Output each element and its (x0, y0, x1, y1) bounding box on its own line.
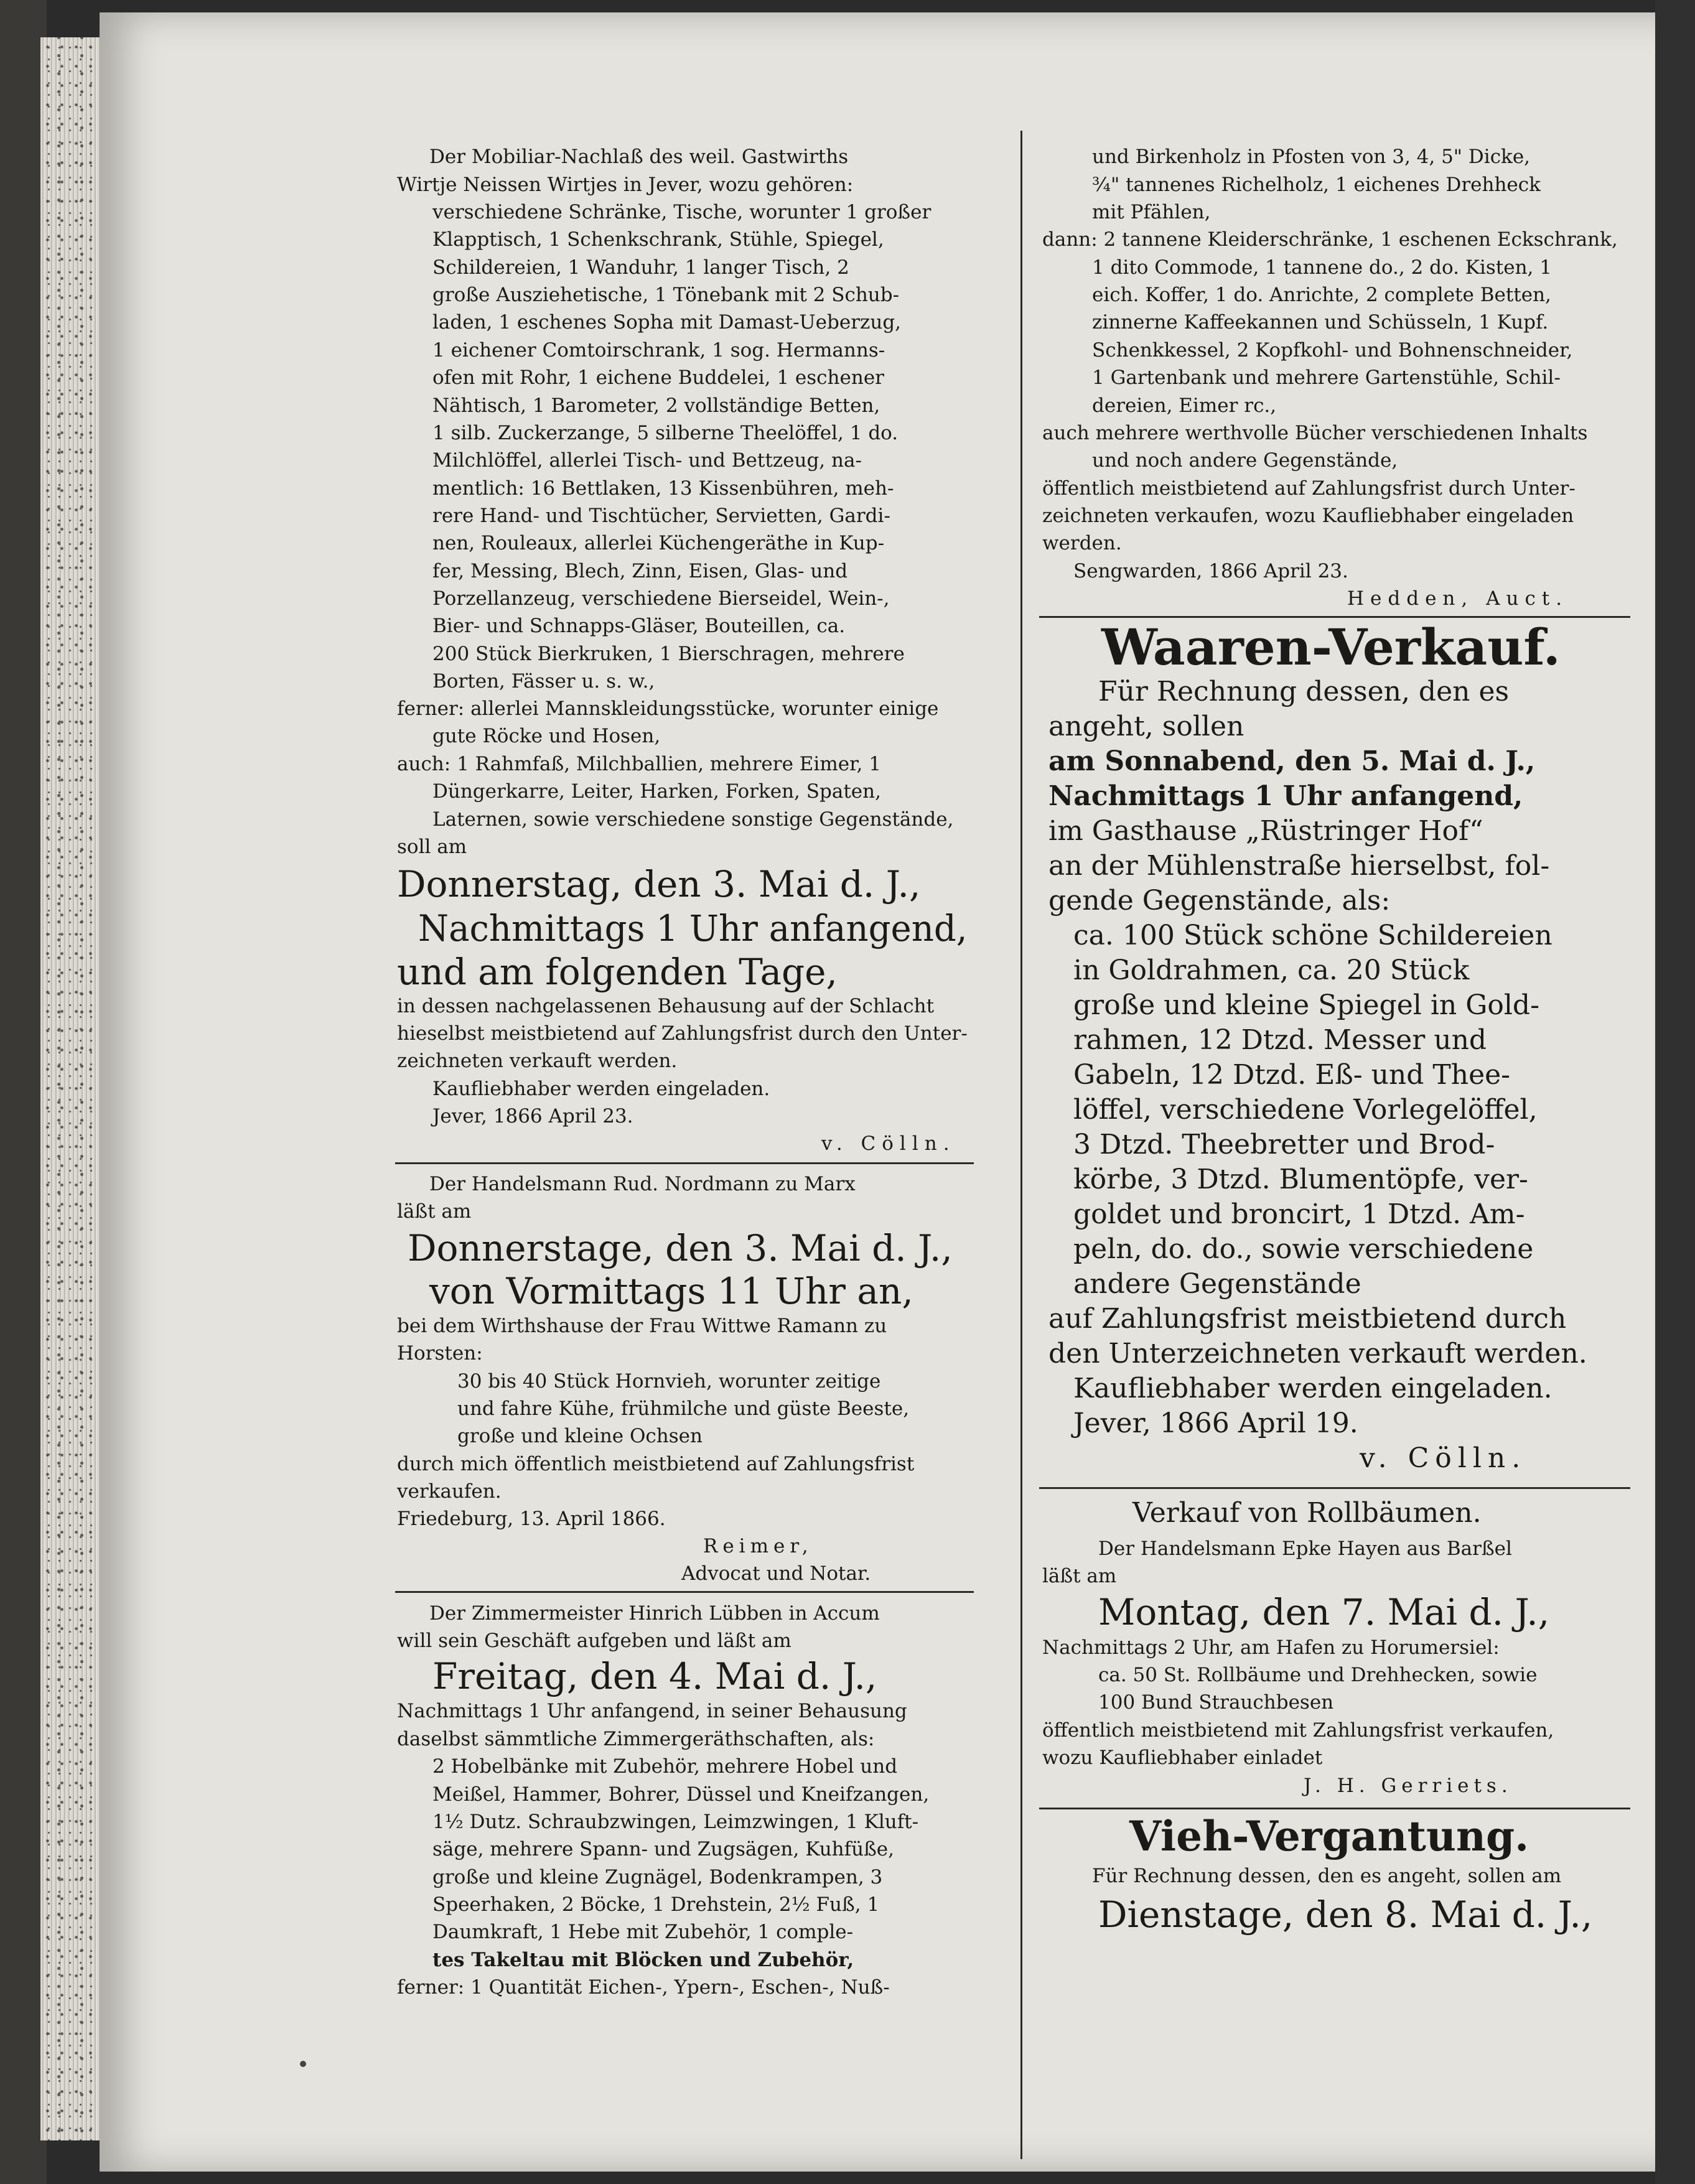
ad-line: verkaufen. (397, 1480, 502, 1503)
ad-title: Waaren-Verkauf. (1101, 618, 1561, 676)
ad-date-line: Donnerstage, den 3. Mai d. J., (408, 1227, 953, 1269)
ad-line: mit Pfählen, (1092, 201, 1211, 223)
ad-line: gende Gegenstände, als: (1048, 885, 1391, 917)
ad-line: läßt am (397, 1200, 472, 1223)
ad-line: 1 silb. Zuckerzange, 5 silberne Theelöffel, 1 do. (432, 422, 899, 444)
ad-line: große und kleine Zugnägel, Bodenkrampen, 3 (432, 1866, 883, 1888)
ad-line: 1 eichener Comtoirschrank, 1 sog. Hermanns- (432, 339, 885, 362)
ad-line: Gabeln, 12 Dtzd. Eß- und Thee- (1073, 1059, 1511, 1091)
ad-line: Nachmittags 1 Uhr anfangend, in seiner Behausung (397, 1700, 907, 1722)
ad-line: hieselbst meistbietend auf Zahlungsfrist durch den Unter- (397, 1022, 968, 1045)
ad-line: Nachmittags 1 Uhr anfangend, (1048, 780, 1523, 812)
ad-line: Speerhaken, 2 Böcke, 1 Drehstein, 2½ Fuß, 1 (432, 1893, 880, 1916)
ad-date-line: Freitag, den 4. Mai d. J., (432, 1655, 877, 1697)
ad-line: nen, Rouleaux, allerlei Küchengeräthe in Kup- (432, 532, 885, 554)
ad-line: 2 Hobelbänke mit Zubehör, mehrere Hobel und (432, 1755, 898, 1778)
ad-line: Daumkraft, 1 Hebe mit Zubehör, 1 comple- (432, 1921, 854, 1943)
ad-line: ofen mit Rohr, 1 eichene Buddelei, 1 eschener (432, 366, 884, 389)
column-divider (1020, 131, 1022, 2159)
ad-line: in dessen nachgelassenen Behausung auf der Schlacht (397, 995, 935, 1017)
ad-line: zeichneten verkaufen, wozu Kaufliebhaber eingeladen (1042, 505, 1574, 527)
ad-line: öffentlich meistbietend auf Zahlungsfrist durch Unter- (1042, 477, 1576, 500)
ad-date-line: Nachmittags 1 Uhr anfangend, (418, 907, 968, 950)
ad-place-date: Friedeburg, 13. April 1866. (397, 1508, 666, 1530)
ad-line: ¾" tannenes Richelholz, 1 eichenes Drehheck (1092, 174, 1541, 196)
ad-line: und fahre Kühe, frühmilche und güste Beeste, (457, 1398, 910, 1420)
ad-line: und noch andere Gegenstände, (1092, 449, 1398, 472)
ad-line: 200 Stück Bierkruken, 1 Bierschragen, mehrere (432, 643, 905, 665)
ink-speck (300, 2061, 306, 2067)
ad-line: körbe, 3 Dtzd. Blumentöpfe, ver- (1073, 1164, 1528, 1195)
ad-line: soll am (397, 836, 467, 858)
ad-line: Nachmittags 2 Uhr, am Hafen zu Horumersiel: (1042, 1636, 1500, 1659)
ad-line: 1 dito Commode, 1 tannene do., 2 do. Kisten, 1 (1092, 256, 1552, 279)
ad-line: wozu Kaufliebhaber einladet (1042, 1747, 1323, 1769)
ad-line: gute Röcke und Hosen, (432, 725, 661, 747)
ad-line: Schildereien, 1 Wanduhr, 1 langer Tisch, 2 (432, 256, 849, 279)
ad-line: 100 Bund Strauchbesen (1098, 1691, 1334, 1714)
ad-line: bei dem Wirthshause der Frau Wittwe Ramann zu (397, 1315, 887, 1337)
ad-place-date: Jever, 1866 April 23. (432, 1105, 633, 1127)
ad-signature: J. H. Gerriets. (1304, 1775, 1513, 1797)
book-edge (0, 0, 47, 2184)
ad-line: ferner: allerlei Mannskleidungsstücke, worunter einige (397, 698, 939, 720)
ad-line: dereien, Eimer rc., (1092, 394, 1277, 417)
ad-line: am Sonnabend, den 5. Mai d. J., (1048, 745, 1536, 777)
ad-line: laden, 1 eschenes Sopha mit Damast-Ueberzug, (432, 311, 902, 334)
ad-line: Meißel, Hammer, Bohrer, Düssel und Kneifzangen, (432, 1783, 930, 1806)
ad-line: Für Rechnung dessen, den es angeht, sollen am (1092, 1865, 1562, 1887)
ad-line: 30 bis 40 Stück Hornvieh, worunter zeitige (457, 1370, 881, 1393)
speckled-edge (40, 37, 100, 2140)
ad-line: Porzellanzeug, verschiedene Bierseidel, Wein-, (432, 587, 890, 610)
ad-separator (395, 1591, 974, 1593)
ad-line: durch mich öffentlich meistbietend auf Zahlungsfrist (397, 1453, 915, 1475)
ad-line: rahmen, 12 Dtzd. Messer und (1073, 1024, 1487, 1056)
ad-line: angeht, sollen (1048, 711, 1244, 742)
ad-line: ca. 100 Stück schöne Schildereien (1073, 920, 1553, 951)
ad-line: Klapptisch, 1 Schenkschrank, Stühle, Spiegel, (432, 228, 884, 251)
ad-line: Der Handelsmann Rud. Nordmann zu Marx (429, 1173, 856, 1195)
ad-line: im Gasthause „Rüstringer Hof“ (1048, 815, 1483, 847)
ad-separator (395, 1162, 974, 1164)
ad-line: Wirtje Neissen Wirtjes in Jever, wozu gehören: (397, 174, 854, 196)
ad-line: Laternen, sowie verschiedene sonstige Gegenstände, (432, 808, 954, 831)
ad-separator (1039, 1808, 1630, 1809)
ad-line: dann: 2 tannene Kleiderschränke, 1 eschenen Eckschrank, (1042, 228, 1618, 251)
ad-invite: Kaufliebhaber werden eingeladen. (1073, 1373, 1553, 1404)
ad-signature: Hedden, Auct. (1347, 587, 1569, 610)
ad-line: den Unterzeichneten verkauft werden. (1048, 1338, 1587, 1370)
ad-title: Vieh-Vergantung. (1129, 1812, 1529, 1860)
ad-date-line: Donnerstag, den 3. Mai d. J., (397, 863, 921, 905)
ad-line: zeichneten verkauft werden. (397, 1050, 678, 1072)
ad-line: ferner: 1 Quantität Eichen-, Ypern-, Eschen-, Nuß- (397, 1976, 890, 1999)
ad-line: werden. (1042, 532, 1122, 554)
ad-line: große Ausziehetische, 1 Tönebank mit 2 Schub- (432, 284, 900, 306)
ad-line: tes Takeltau mit Blöcken und Zubehör, (432, 1949, 854, 1971)
ad-line: andere Gegenstände (1073, 1268, 1361, 1300)
ad-line: rere Hand- und Tischtücher, Servietten, Gardi- (432, 505, 890, 527)
ad-title: Verkauf von Rollbäumen. (1132, 1497, 1482, 1529)
ad-line: will sein Geschäft aufgeben und läßt am (397, 1630, 791, 1652)
ad-place-date: Sengwarden, 1866 April 23. (1073, 560, 1348, 582)
ad-line: Bier- und Schnapps-Gläser, Bouteillen, ca. (432, 615, 846, 637)
ad-line: auch mehrere werthvolle Bücher verschiedenen Inhalts (1042, 422, 1588, 444)
ad-line: Der Zimmermeister Hinrich Lübben in Accum (429, 1602, 880, 1625)
ad-date-line: Montag, den 7. Mai d. J., (1098, 1591, 1550, 1633)
ad-line: Schenkkessel, 2 Kopfkohl- und Bohnenschneider, (1092, 339, 1573, 362)
ad-line: Borten, Fässer u. s. w., (432, 670, 655, 693)
ad-line: eich. Koffer, 1 do. Anrichte, 2 complete Betten, (1092, 284, 1551, 306)
ad-line: goldet und broncirt, 1 Dtzd. Am- (1073, 1198, 1525, 1230)
ad-line: Der Handelsmann Epke Hayen aus Barßel (1098, 1538, 1512, 1560)
ad-line: große und kleine Ochsen (457, 1425, 703, 1447)
ad-line: läßt am (1042, 1565, 1117, 1587)
ad-invite: Kaufliebhaber werden eingeladen. (432, 1078, 770, 1100)
ad-line: Der Mobiliar-Nachlaß des weil. Gastwirths (429, 146, 849, 168)
ad-signature-title: Advocat und Notar. (681, 1562, 871, 1585)
ad-signature: v. Cölln. (821, 1132, 956, 1155)
ad-line: fer, Messing, Blech, Zinn, Eisen, Glas- und (432, 560, 848, 582)
ad-line: peln, do. do., sowie verschiedene (1073, 1233, 1534, 1265)
ad-line: 1½ Dutz. Schraubzwingen, Leimzwingen, 1 Kluft- (432, 1811, 919, 1833)
ad-line: Nähtisch, 1 Barometer, 2 vollständige Betten, (432, 394, 880, 417)
ad-line: an der Mühlenstraße hierselbst, fol- (1048, 850, 1550, 882)
right-edge (1655, 0, 1695, 2184)
ad-line: auf Zahlungsfrist meistbietend durch (1048, 1303, 1567, 1335)
ad-line: in Goldrahmen, ca. 20 Stück (1073, 954, 1470, 986)
ad-line: Düngerkarre, Leiter, Harken, Forken, Spaten, (432, 780, 881, 803)
ad-line: löffel, verschiedene Vorlegelöffel, (1073, 1094, 1538, 1126)
ad-line: 1 Gartenbank und mehrere Gartenstühle, Schil- (1092, 366, 1561, 389)
ad-date-line: von Vormittags 11 Uhr an, (429, 1270, 913, 1312)
ad-signature: Reimer, (703, 1535, 813, 1557)
ad-line: Horsten: (397, 1342, 483, 1365)
ad-line: säge, mehrere Spann- und Zugsägen, Kuhfüße, (432, 1838, 894, 1860)
ad-line: ca. 50 St. Rollbäume und Drehhecken, sowie (1098, 1664, 1538, 1686)
ad-line: daselbst sämmtliche Zimmergeräthschaften, als: (397, 1728, 875, 1750)
ad-line: zinnerne Kaffeekannen und Schüsseln, 1 Kupf. (1092, 311, 1549, 334)
ad-place-date: Jever, 1866 April 19. (1073, 1407, 1358, 1439)
ad-line: große und kleine Spiegel in Gold- (1073, 989, 1539, 1021)
ad-line: mentlich: 16 Bettlaken, 13 Kissenbühren, meh- (432, 477, 894, 500)
ad-line: verschiedene Schränke, Tische, worunter 1 großer (432, 201, 932, 223)
ad-line: öffentlich meistbietend mit Zahlungsfrist verkaufen, (1042, 1719, 1554, 1742)
ad-date-line: Dienstage, den 8. Mai d. J., (1098, 1893, 1593, 1936)
ad-line: Milchlöffel, allerlei Tisch- und Bettzeug, na- (432, 449, 862, 472)
ad-line: Für Rechnung dessen, den es (1098, 676, 1510, 707)
ad-line: auch: 1 Rahmfaß, Milchballien, mehrere Eimer, 1 (397, 753, 881, 775)
ad-date-line: und am folgenden Tage, (397, 951, 838, 993)
ad-line: und Birkenholz in Pfosten von 3, 4, 5" Dicke, (1092, 146, 1531, 168)
ad-signature: v. Cölln. (1360, 1442, 1527, 1474)
ad-separator (1039, 1487, 1630, 1489)
ad-line: 3 Dtzd. Theebretter und Brod- (1073, 1129, 1495, 1160)
